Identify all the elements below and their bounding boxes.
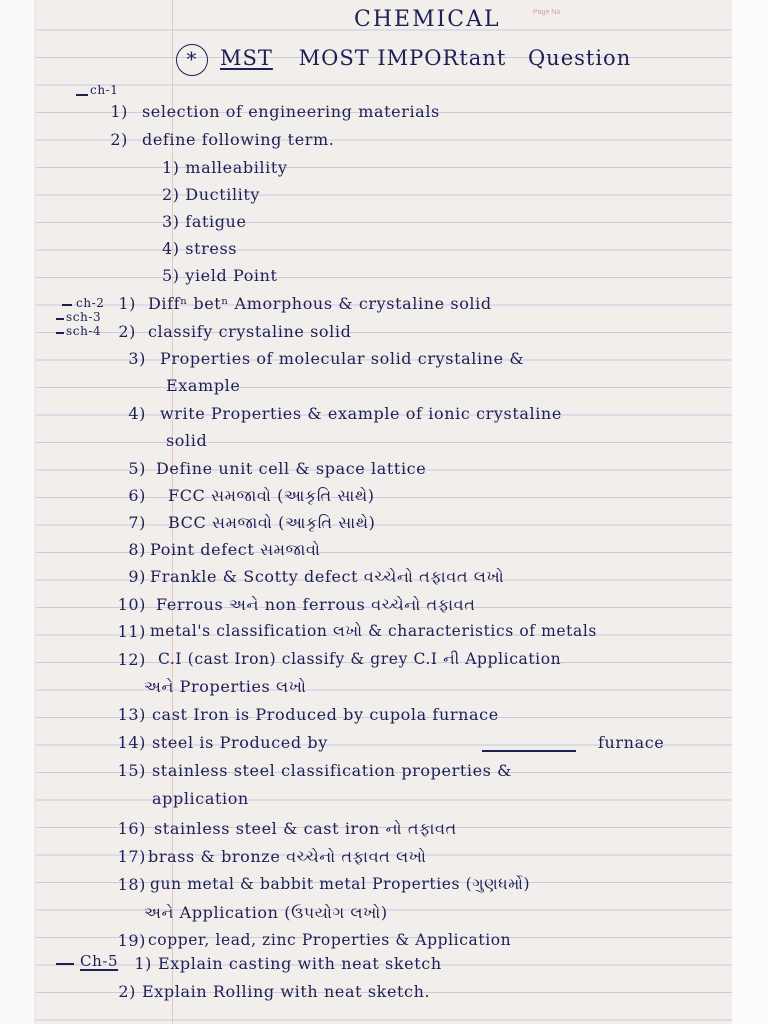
list-item: Ferrous અને non ferrous વચ્ચેનો તફાવત <box>156 595 476 614</box>
list-item: copper, lead, zinc Properties & Application <box>148 931 512 949</box>
sch4-dash <box>56 332 64 334</box>
list-item-continuation: furnace <box>598 733 665 752</box>
list-item-continuation: solid <box>166 431 208 450</box>
list-item: metal's classification લખો & characteristics of metals <box>150 622 597 640</box>
list-item: BCC સમજાવો (આકૃતિ સાથે) <box>168 513 376 532</box>
term-item: 5) yield Point <box>162 266 278 285</box>
list-item: Define unit cell & space lattice <box>156 459 427 478</box>
list-item: Explain Rolling with neat sketch. <box>142 982 431 1001</box>
chapter-mark-sch3: sch-3 <box>66 310 102 324</box>
star-icon: * <box>176 44 208 76</box>
list-item: classify crystaline solid <box>148 322 352 341</box>
chapter-mark-ch2: ch-2 <box>76 296 105 310</box>
list-number: 1) <box>118 294 136 313</box>
subtitle-prefix: MST <box>220 46 273 70</box>
subtitle-question: Question <box>527 46 632 70</box>
list-item-continuation: application <box>152 789 249 808</box>
background-wall <box>732 0 768 1024</box>
list-number: 15) <box>117 761 146 780</box>
list-item: selection of engineering materials <box>142 102 440 121</box>
term-item: 3) fatigue <box>162 212 247 231</box>
list-item: gun metal & babbit metal Properties (ગુણધર્મો) <box>150 875 531 893</box>
list-number: 13) <box>117 705 146 724</box>
list-number: 7) <box>128 513 146 532</box>
chapter-mark-sch4: sch-4 <box>66 324 102 338</box>
list-number: 17) <box>117 847 146 866</box>
list-item: Point defect સમજાવો <box>150 540 321 559</box>
list-number: 3) <box>128 349 146 368</box>
chapter-mark-ch5: Ch-5 <box>80 952 119 970</box>
list-item: steel is Produced by <box>152 733 328 752</box>
list-item: Frankle & Scotty defect વચ્ચેનો તફાવત લખો <box>150 567 505 586</box>
sch3-dash <box>56 318 64 320</box>
list-number: 12) <box>117 650 146 669</box>
list-number: 19) <box>117 931 146 950</box>
list-number: 1) <box>134 954 152 973</box>
ch2-dash <box>62 304 72 306</box>
list-item: Properties of molecular solid crystaline & <box>160 349 525 368</box>
list-number: 5) <box>128 459 146 478</box>
list-item-continuation: Example <box>166 376 241 395</box>
fill-in-blank <box>482 750 576 752</box>
page-subtitle <box>176 40 631 76</box>
list-item: cast Iron is Produced by cupola furnace <box>152 705 499 724</box>
list-number: 6) <box>128 486 146 505</box>
list-item: FCC સમજાવો (આકૃતિ સાથે) <box>168 486 375 505</box>
list-number: 18) <box>117 875 146 894</box>
list-number: 1) <box>110 102 128 121</box>
ch5-dash <box>56 963 74 965</box>
term-item: 1) malleability <box>162 158 288 177</box>
list-item: C.I (cast Iron) classify & grey C.I ની Application <box>158 650 562 668</box>
term-item: 4) stress <box>162 239 238 258</box>
list-item: define following term. <box>142 130 335 149</box>
list-number: 2) <box>110 130 128 149</box>
list-number: 9) <box>128 567 146 586</box>
term-item: 2) Ductility <box>162 185 261 204</box>
ch1-dash <box>76 94 88 96</box>
page-no-label: Page No <box>533 9 561 16</box>
notebook-page <box>36 0 732 1024</box>
list-number: 10) <box>117 595 146 614</box>
list-item: stainless steel classification properties & <box>152 761 512 780</box>
list-item-continuation: અને Properties લખો <box>144 677 307 696</box>
list-item: Diffⁿ betⁿ Amorphous & crystaline solid <box>148 294 492 313</box>
list-number: 2) <box>118 982 136 1001</box>
list-item: Explain casting with neat sketch <box>158 954 442 973</box>
list-number: 8) <box>128 540 146 559</box>
list-number: 14) <box>117 733 146 752</box>
subtitle-text: MOST IMPORtant <box>298 46 507 70</box>
list-number: 11) <box>117 622 146 641</box>
list-item: write Properties & example of ionic crystaline <box>160 404 562 423</box>
chapter-mark-ch1: ch-1 <box>90 83 119 97</box>
list-item-continuation: અને Application (ઉપયોગ લખો) <box>144 903 388 922</box>
page-title: CHEMICAL <box>354 7 501 32</box>
list-number: 4) <box>128 404 146 423</box>
list-item: brass & bronze વચ્ચેનો તફાવત લખો <box>148 847 427 866</box>
list-item: stainless steel & cast iron નો તફાવત <box>154 819 457 838</box>
list-number: 2) <box>118 322 136 341</box>
list-number: 16) <box>117 819 146 838</box>
